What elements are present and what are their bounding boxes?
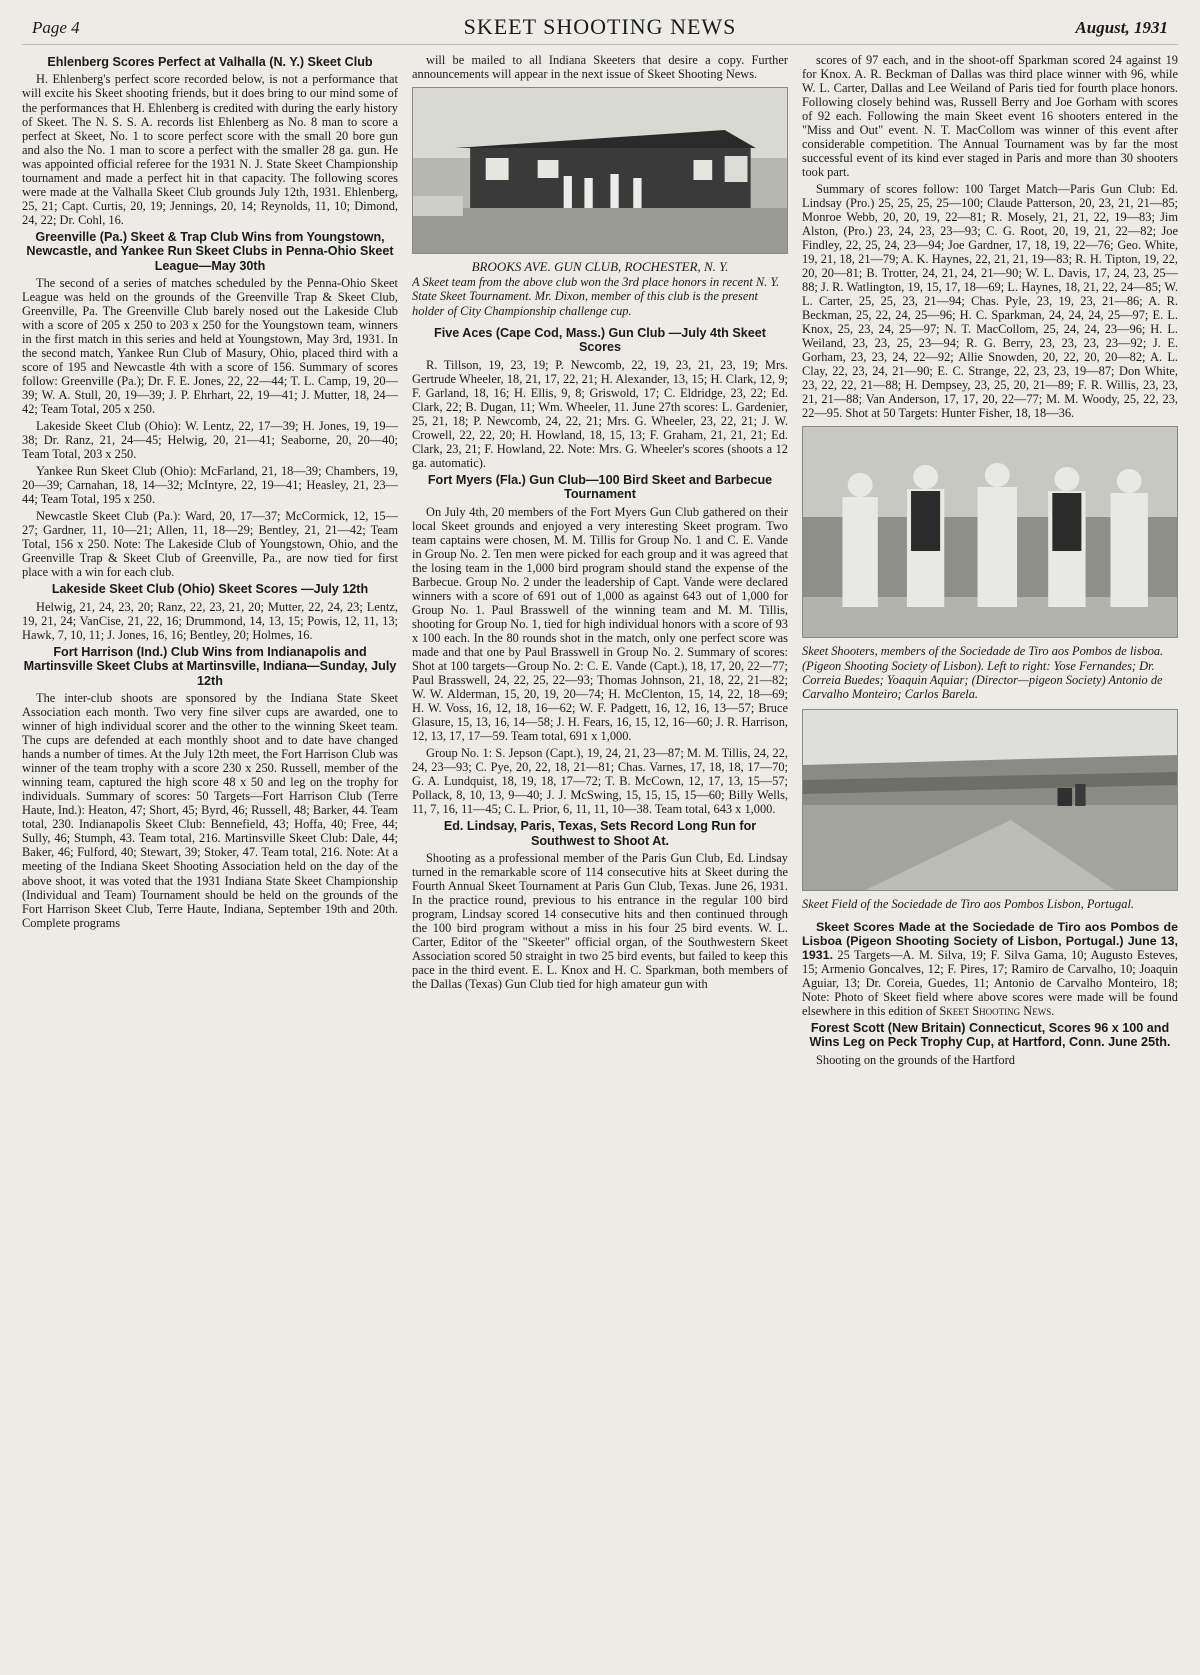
scores-yankee-run: Yankee Run Skeet Club (Ohio): McFarland, 21, 18—39; Chambers, 19, 20—39; Carnahan, 18, 14—32; McIntyre, 22, 19—41; Heasley, 21, 23—44; Team Total, 195 x 250. <box>22 464 398 507</box>
article-ehlenberg: H. Ehlenberg's perfect score recorded below, is not a performance that will excite his Skeet shooting friends, but it does bring to our mind some of the performances that H. Ehlenberg is credited with during the early history of Skeet. The N. S. S. A. records list Ehlenberg as No. 8 man to score a perfect at Skeet, No. 1 to score perfect score with the small 20 bore gun and also the No. 1 man to score a perfect with the smaller 28 ga. gun. He was appointed official referee for the 1931 N. J. State Skeet Championship tournament and made a perfect hit in that capacity. The following scores were made at the Valhalla Skeet Club grounds July 12th, 1931. Ehlenberg, 25, 21; Capt. Curtis, 20, 19; Jennings, 20, 14; Reynolds, 11, 10; Dimond, 24, 22; Dr. Cohl, 16. <box>22 72 398 227</box>
article-greenville: The second of a series of matches scheduled by the Penna-Ohio Skeet League was held on the grounds of the Greenville Trap & Skeet Club, Greenville, Pa. The Greenville Club barely nosed out the Lakeside Club with a score of 205 x 250 to 203 x 250 for the Youngstown team, winners in the first match in this series and held at Youngstown, May 3rd, 1931. In the second match, Yankee Run Club of Masury, Ohio, placed third with a score of 195 and Newcastle 4th with a score of 156. Summary of scores follow: Greenville (Pa.); Dr. F. E. Jones, 22, 22—44; T. L. Camp, 19, 20—39; W. A. Stull, 20, 19—39; J. P. Ehrhart, 22, 19—41; J. Mutter, 18, 24—42; Team Total, 205 x 250. <box>22 276 398 417</box>
scores-lisbon-body: 25 Targets—A. M. Silva, 19; F. Silva Gama, 10; Augusto Esteves, 15; Armenio Goncalves, 12; F. Pires, 17; Ramiro de Carvalho, 10; Joaquin Aguiar, 13; Dr. Coreia, Guedes, 11; Antonio de Carvalho Monteiro, 18; Note: Photo of Skeet field where above scores were made will be found elsewhere in this edition of <box>802 947 1178 1018</box>
scores-paris: Summary of scores follow: 100 Target Match—Paris Gun Club: Ed. Lindsay (Pro.) 25, 25, 25, 25—100; Claude Patterson, 20, 23, 21, 21—85; Monroe Webb, 20, 20, 19, 22—81; R. Mosely, 21, 21, 22, 19—83; Jim Alston, (Pro.) 23, 24, 23, 23—93; C. G. Root, 20, 19, 21, 22—82; Joe Findley, 22, 25, 24, 23—94; Joe Gardner, 17, 18, 19, 22—76; Geo. White, 19, 21, 18, 21—79; A. K. Haynes, 22, 21, 21, 19—83; R. H. Tipton, 19, 22, 20, 20—81; B. Trotter, 24, 21, 24, 21—90; W. L. Davis, 17, 24, 23, 25—88; J. R. Watlington, 19, 15, 17, 18—69; L. Haynes, 18, 21, 22, 24—85; W. L. Carter, 25, 25, 23, 21—94; Chas. Pyle, 23, 19, 23, 21—86; A. R. Beckman, 25, 22, 24, 25—96; H. C. Sparkman, 24, 24, 24, 25—97; E. L. Knox, 25, 23, 24, 25—97; N. T. MacCollom, 25, 24, 24, 23—96; H. L. Weiland, 23, 23, 25, 23—94; R. G. Berry, 23, 23, 23, 23—92; J. E. Gorham, 23, 23, 24, 22—92; Allie Snowden, 20, 22, 20, 20—82; A. L. Clay, 22, 23, 24, 21—90; E. C. Strange, 22, 23, 23, 19—87; Don White, 23, 22, 22, 21—88; H. Dempsey, 23, 25, 20, 21—89; F. R. Willis, 23, 23, 21, 21—88; Van Anderson, 17, 17, 20, 22—77; M. M. Woody, 25, 22, 23, 22—95. Shot at 50 Targets: Hunter Fisher, 18, 18—36. <box>802 182 1178 421</box>
column-2 <box>412 53 788 1663</box>
lisbon-field-image <box>803 710 1177 890</box>
headline-fort-myers: Fort Myers (Fla.) Gun Club—100 Bird Skeet and Barbecue Tournament <box>427 472 773 502</box>
article-lindsay-cont: scores of 97 each, and in the shoot-off Sparkman scored 24 against 19 for Knox. A. R. Beckman of Dallas was third place winner with 96, while W. L. Carter, Dallas and Lee Weiland of Paris tied for fourth place honors. Following closely behind was, Russell Berry and Joe Gorham with scores of 92 each. Following the main Skeet event 16 shooters entered in the "Miss and Out" event. N. T. MacCollom was winner of this event after considerable competition. The Annual Tournament was by far the most successful event of its kind ever staged in Paris and more than 30 shooters took part. <box>802 53 1178 180</box>
article-fort-harrison: The inter-club shoots are sponsored by the Indiana State Skeet Association each month. Two very fine silver cups are awarded, one to winner of high individual scorer and the other to the winning Skeet team. The cups are defended at each monthly shoot and to date have changed hands a number of times. At the July 12th meet, the Fort Harrison Club was winner of the team trophy with a score 230 x 250. Russell, member of the winning team, captured the high score 48 x 50 and leg on the trophy for individuals. Summary of scores: 50 Targets—Fort Harrison Club (Terre Haute, Ind.): Heaton, 47; Short, 45; Byrd, 46; Russell, 48; Barker, 44. Team total, 230. Indianapolis Skeet Club: Bennefield, 43; Hoffa, 40; Free, 44; Sully, 46; Stumph, 43. Team total, 216. Martinsville Skeet Club: Dale, 44; Baker, 46; Fulford, 40; Stewart, 39; Stoker, 47. Team total, 216. Note: At a meeting of the Indiana Skeet Shooting Association held on the day of the above shoot, it was voted that the 1931 Indiana State Skeet Championship (Individual and Team) Tournament should be held on the grounds of the Fort Harrison Skeet Club, Terre Haute, Indiana, September 19th and 20th. Complete programs <box>22 691 398 930</box>
scores-lisbon-lead: Skeet Scores Made at the Sociedade de Tiro aos Pombos de Lisboa (Pigeon Shooting Society of Lisbon, Portugal.) June 13, 1931. <box>802 919 1178 962</box>
scores-fort-myers-group1: Group No. 1: S. Jepson (Capt.), 19, 24, 21, 23—87; M. M. Tillis, 24, 22, 24, 23—93; C. Pye, 20, 22, 18, 21—81; Chas. Varnes, 17, 18, 18, 17—70; G. A. Lundquist, 18, 19, 18, 17—72; T. B. McCown, 12, 17, 13, 15—57; Pollack, 8, 10, 13, 9—40; J. J. McSwing, 15, 15, 15, 15—60; Billy Wells, 11, 7, 16, 11—45; C. L. Prior, 6, 11, 11, 10—38. Team total, 643 x 1,000. <box>412 746 788 817</box>
headline-lindsay: Ed. Lindsay, Paris, Texas, Sets Record Long Run for Southwest to Shoot At. <box>443 819 757 848</box>
caption-lisbon-field: Skeet Field of the Sociedade de Tiro aos Pombos Lisbon, Portugal. <box>802 897 1134 912</box>
article-forest-scott: Shooting on the grounds of the Hartford <box>816 1052 1015 1067</box>
scores-lisbon <box>802 920 1178 1018</box>
issue-date: August, 1931 <box>1075 18 1168 37</box>
masthead <box>22 10 1178 45</box>
column-3 <box>802 53 1178 1663</box>
caption-brooks-title: BROOKS AVE. GUN CLUB, ROCHESTER, N. Y. <box>471 259 729 275</box>
headline-ehlenberg: Ehlenberg Scores Perfect at Valhalla (N. Y.) Skeet Club <box>47 55 373 69</box>
page-number: Page 4 <box>32 18 80 37</box>
scores-lisbon-end: Skeet Shooting News. <box>939 1003 1055 1018</box>
article-lindsay: Shooting as a professional member of the Paris Gun Club, Ed. Lindsay turned in the remarkable score of 114 consecutive hits at Skeet during the Fourth Annual Skeet Tournament at Paris Gun Club, Texas. June 26, 1931. In the practice round, previous to his entrance in the regular 100 bird program, Lindsay scored 14 consecutive hits and then continued through the 100 bird program without a miss in his four 25 bird events. W. L. Carter, Editor of the "Skeeter" official organ, of the Southwestern Skeet Association scored 50 straight in two 25 bird events, but failed to keep this pace in the third event. E. L. Knox and H. C. Sparkman, both members of the Dallas (Texas) Gun Club tied for high amateur gun with <box>412 851 788 992</box>
publication-title: SKEET SHOOTING NEWS <box>463 14 737 39</box>
headline-five-aces: Five Aces (Cape Cod, Mass.) Gun Club —July 4th Skeet Scores <box>434 325 766 355</box>
clubhouse-photo-image <box>413 88 787 253</box>
columns <box>22 53 1178 1663</box>
headline-forest-scott: Forest Scott (New Britain) Connecticut, Scores 96 x 100 and Wins Leg on Peck Trophy Cup, at Hartford, Conn. June 25th. <box>809 1020 1171 1050</box>
photo-lisbon-shooters <box>802 426 1178 638</box>
caption-brooks <box>412 260 788 318</box>
column-1 <box>22 53 398 1663</box>
headline-fort-harrison: Fort Harrison (Ind.) Club Wins from Indianapolis and Martinsville Skeet Clubs at Martinsville, Indiana—Sunday, July 12th <box>23 644 397 688</box>
headline-greenville: Greenville (Pa.) Skeet & Trap Club Wins from Youngstown, Newcastle, and Yankee Run Skeet Clubs in Penna-Ohio Skeet League—May 30th <box>26 229 394 273</box>
scores-lakeside-july: Helwig, 21, 24, 23, 20; Ranz, 22, 23, 21, 20; Mutter, 22, 24, 23; Lentz, 19, 21, 24; VanCise, 21, 22, 16; Drummond, 14, 13, 15; Powis, 12, 11, 13; Hawk, 7, 10, 11; J. Jones, 16, 16; Bentley, 20; Holmes, 16. <box>22 599 398 642</box>
scores-five-aces: R. Tillson, 19, 23, 19; P. Newcomb, 22, 19, 23, 21, 23, 19; Mrs. Gertrude Wheeler, 18, 21, 17, 22, 21; H. Alexander, 13, 15; H. Clark, 12, 9; F. Garland, 18, 16; H. Ellis, 9, 8; Griswold, 17; C. Eldridge, 23, 22; Ed. Clark, 22; B. Dugan, 11; Wm. Wheeler, 11. June 27th scores: L. Gardenier, 25, 21, 18; P. Newcomb, 24, 22, 21; Mrs. G. Wheeler, 23, 22, 21; J. W. Crowell, 22, 22, 20; H. Howland, 18, 15, 13; F. Graham, 21, 21, 21; Ed. Clark, 23, 21; F. Howland, 22. Note: Mrs. G. Wheeler's scores (shoots a 12 ga. automatic). <box>412 357 788 470</box>
scores-lakeside: Lakeside Skeet Club (Ohio): W. Lentz, 22, 17—39; H. Jones, 19, 19—38; Dr. Ranz, 21, 24—45; Helwig, 20, 21—41; Seaborne, 20, 20—40; Team Total, 203 x 250. <box>22 419 398 462</box>
scores-newcastle: Newcastle Skeet Club (Pa.): Ward, 20, 17—37; McCormick, 12, 15—27; Gardner, 11, 10—21; Allen, 11, 18—29; Bentley, 21, 21—42; Team Total, 156 x 250. Note: The Lakeside Club of Youngstown, Ohio, and the Greenville Trap & Skeet Club of Greenville, Pa., are now tied for first place with a win for each club. <box>22 509 398 580</box>
photo-brooks-clubhouse <box>412 87 788 254</box>
caption-brooks-body: A Skeet team from the above club won the 3rd place honors in recent N. Y. State Skeet Tournament. Mr. Dixon, member of this club is the present holder of City Championship challenge cup. <box>412 274 780 318</box>
article-fort-harrison-cont: will be mailed to all Indiana Skeeters that desire a copy. Further announcements will appear in the next issue of Skeet Shooting News. <box>412 53 788 82</box>
photo-lisbon-field <box>802 709 1178 891</box>
headline-lakeside-july: Lakeside Skeet Club (Ohio) Skeet Scores —July 12th <box>51 582 369 597</box>
caption-lisbon-shooters: Skeet Shooters, members of the Sociedade de Tiro aos Pombos de lisboa. (Pigeon Shooting Society of Lisbon). Left to right: Yose Fernandes; Dr. Correia Buedes; Yoaquin Aquiar; (Director—pigeon Society) Antonio de Carvalho Monteiro; Carlos Barela. <box>802 644 1164 702</box>
lisbon-shooters-image <box>803 427 1177 637</box>
article-fort-myers: On July 4th, 20 members of the Fort Myers Gun Club gathered on their local Skeet grounds and enjoyed a very interesting Skeet program. Two team captains were chosen, M. M. Tillis for Group No. 1 and C. E. Vande in Group No. 2. Ten men were picked for each group and it was agreed that the losing team in the 1,000 bird program should stand the expense of the Barbecue. Group No. 2 under the leadership of Capt. Vande were declared winners with a score of 691 out of 1,000 as against 643 out of 1,000 for Group No. 1. Paul Brasswell of the winning team and M. M. Tillis, shooting for Group No. 1, tied for high individual honors with a score of 93 x 100 each. In the 80 rounds shot in the match, only one perfect score was made and that one by Paul Brasswell in Group No. 2. Summary of scores: Shot at 100 targets—Group No. 2: C. E. Vande (Capt.), 18, 17, 20, 22—77; Paul Brasswell, 24, 22, 25, 22—93; Thomas Johnson, 21, 18, 22, 21—82; W. W. Alderman, 15, 20, 19, 20—74; H. McClenton, 15, 14, 22, 18—69; H. W. Voss, 16, 12, 18, 16—62; W. F. Padgett, 16, 12, 16, 13—57; Bruce Glasure, 15, 13, 16, 14—58; J. H. Fears, 16, 15, 12, 16—60; J. R. Harrison, 12, 13, 17, 17—59. Team total, 691 x 1,000. <box>412 504 788 744</box>
